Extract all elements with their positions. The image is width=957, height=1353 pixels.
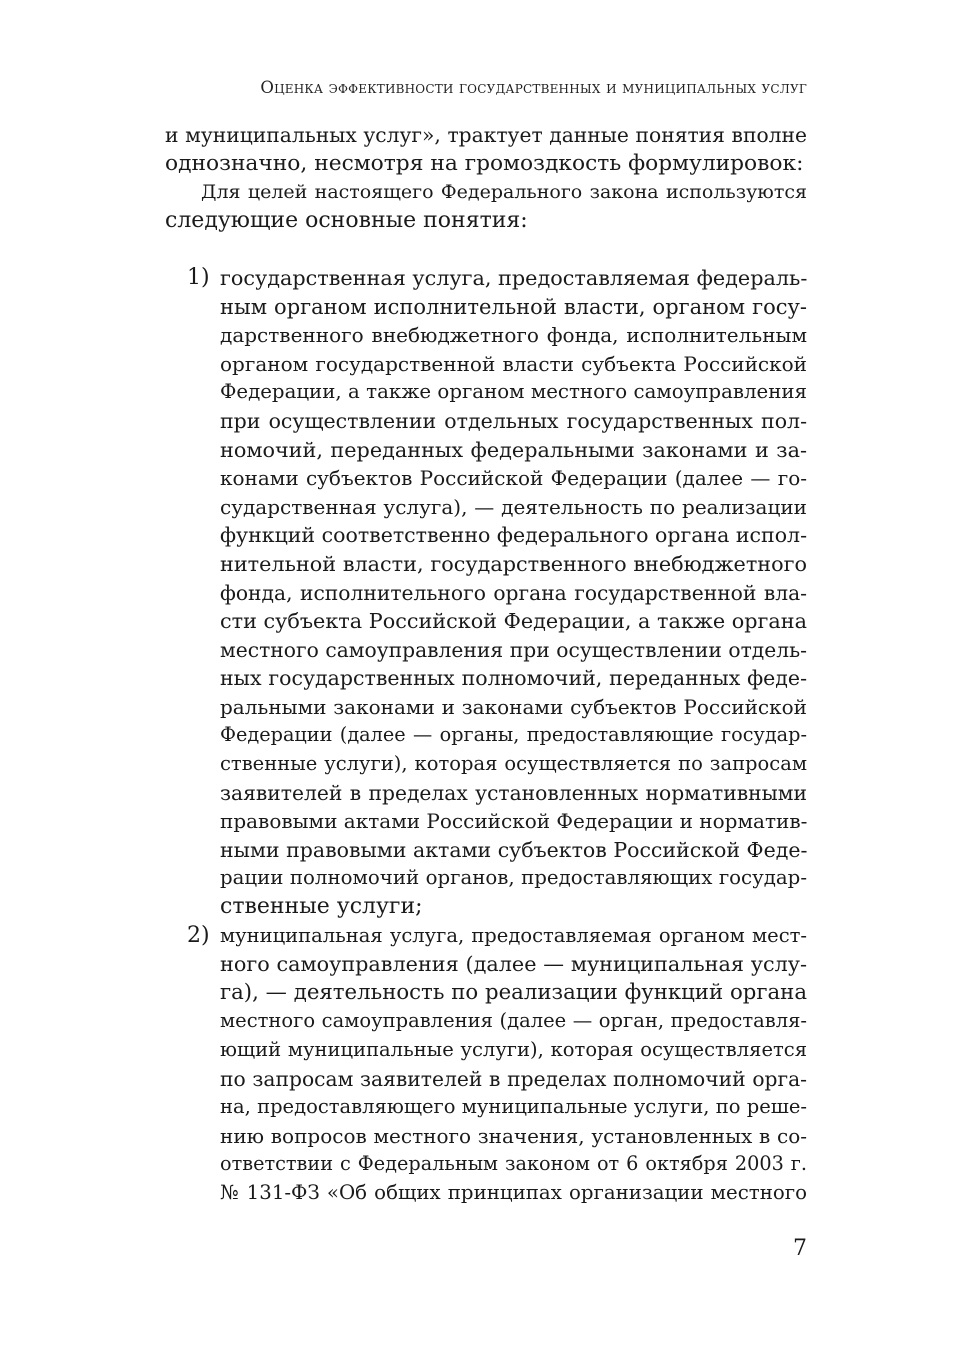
text-line: га), — деятельность по реализации функций органа [220, 979, 807, 1005]
text-line: конами субъектов Российской Федерации (далее — го- [220, 466, 807, 491]
body-text [165, 121, 807, 1208]
definitions-list [165, 264, 807, 1208]
text-line: Для целей настоящего Федерального закона используются [201, 181, 807, 204]
text-line: при осуществлении отдельных государственных пол- [220, 408, 807, 433]
text-line: по запросам заявителей в пределах полномочий орга- [220, 1066, 807, 1091]
text-line: ственные услуги), которая осуществляется по запросам [220, 752, 807, 776]
page-number: 7 [793, 1236, 807, 1261]
text-line: ного самоуправления (далее — муниципальная услу- [220, 952, 807, 977]
text-line: сударственная услуга), — деятельность по реализации [220, 494, 807, 519]
text-line: ральными законами и законами субъектов Российской [220, 694, 807, 719]
text-line: нию вопросов местного значения, установленных в со- [220, 1123, 807, 1148]
text-line: нительной власти, государственного внебюджетного [220, 551, 807, 576]
text-line: ственные услуги; [220, 894, 423, 920]
list-item-number: 1) [187, 264, 210, 290]
text-line: заявителей в пределах установленных нормативными [220, 780, 807, 805]
text-line: рации полномочий органов, предоставляющих государ- [220, 866, 807, 890]
list-item [165, 264, 807, 922]
text-line: Федерации (далее — органы, предоставляющие государ- [220, 723, 807, 747]
text-line: правовыми актами Российской Федерации и норматив- [220, 809, 808, 834]
text-line: следующие основные понятия: [165, 207, 528, 233]
paragraph-gap [165, 235, 807, 264]
text-line: Федерации, а также органом местного самоуправления [220, 380, 807, 404]
text-line: ющий муниципальные услуги), которая осуществляется [220, 1038, 807, 1061]
text-line: сти субъекта Российской Федерации, а также органа [220, 609, 807, 634]
text-line: ными правовыми актами субъектов Российской Феде- [220, 837, 808, 862]
text-line: однозначно, несмотря на громоздкость формулировок: [165, 150, 804, 176]
text-line: на, предоставляющего муниципальные услуги, по реше- [220, 1095, 807, 1119]
running-header: Оценка эффективности государственных и муниципальных услуг [260, 78, 807, 97]
text-line: фонда, исполнительного органа государственной вла- [220, 580, 807, 605]
text-line: государственная услуга, предоставляемая федераль- [220, 265, 808, 290]
text-line: органом государственной власти субъекта Российской [220, 351, 807, 376]
text-line: муниципальная услуга, предоставляемая органом мест- [220, 923, 807, 947]
text-line: местного самоуправления при осуществлении отдель- [220, 637, 807, 662]
text-line: ответствии с Федеральным законом от 6 октября 2003 г. [220, 1152, 807, 1176]
text-line: ных государственных полномочий, переданных феде- [220, 666, 807, 691]
intro-paragraph [165, 121, 807, 178]
list-item [165, 922, 807, 1208]
text-line: функций соответственно федерального органа испол- [220, 523, 807, 548]
text-line: № 131-ФЗ «Об общих принципах организации местного [220, 1180, 807, 1204]
text-line: номочий, переданных федеральными законами и за- [220, 437, 807, 462]
text-line: местного самоуправления (далее — орган, предоставля- [220, 1009, 807, 1033]
text-line: и муниципальных услуг», трактует данные понятия вполне [165, 123, 807, 147]
text-line: дарственного внебюджетного фонда, исполнительным [220, 323, 807, 348]
list-item-number: 2) [187, 922, 210, 948]
text-line: ным органом исполнительной власти, органом госу- [220, 294, 807, 319]
definitions-paragraph [165, 178, 807, 235]
